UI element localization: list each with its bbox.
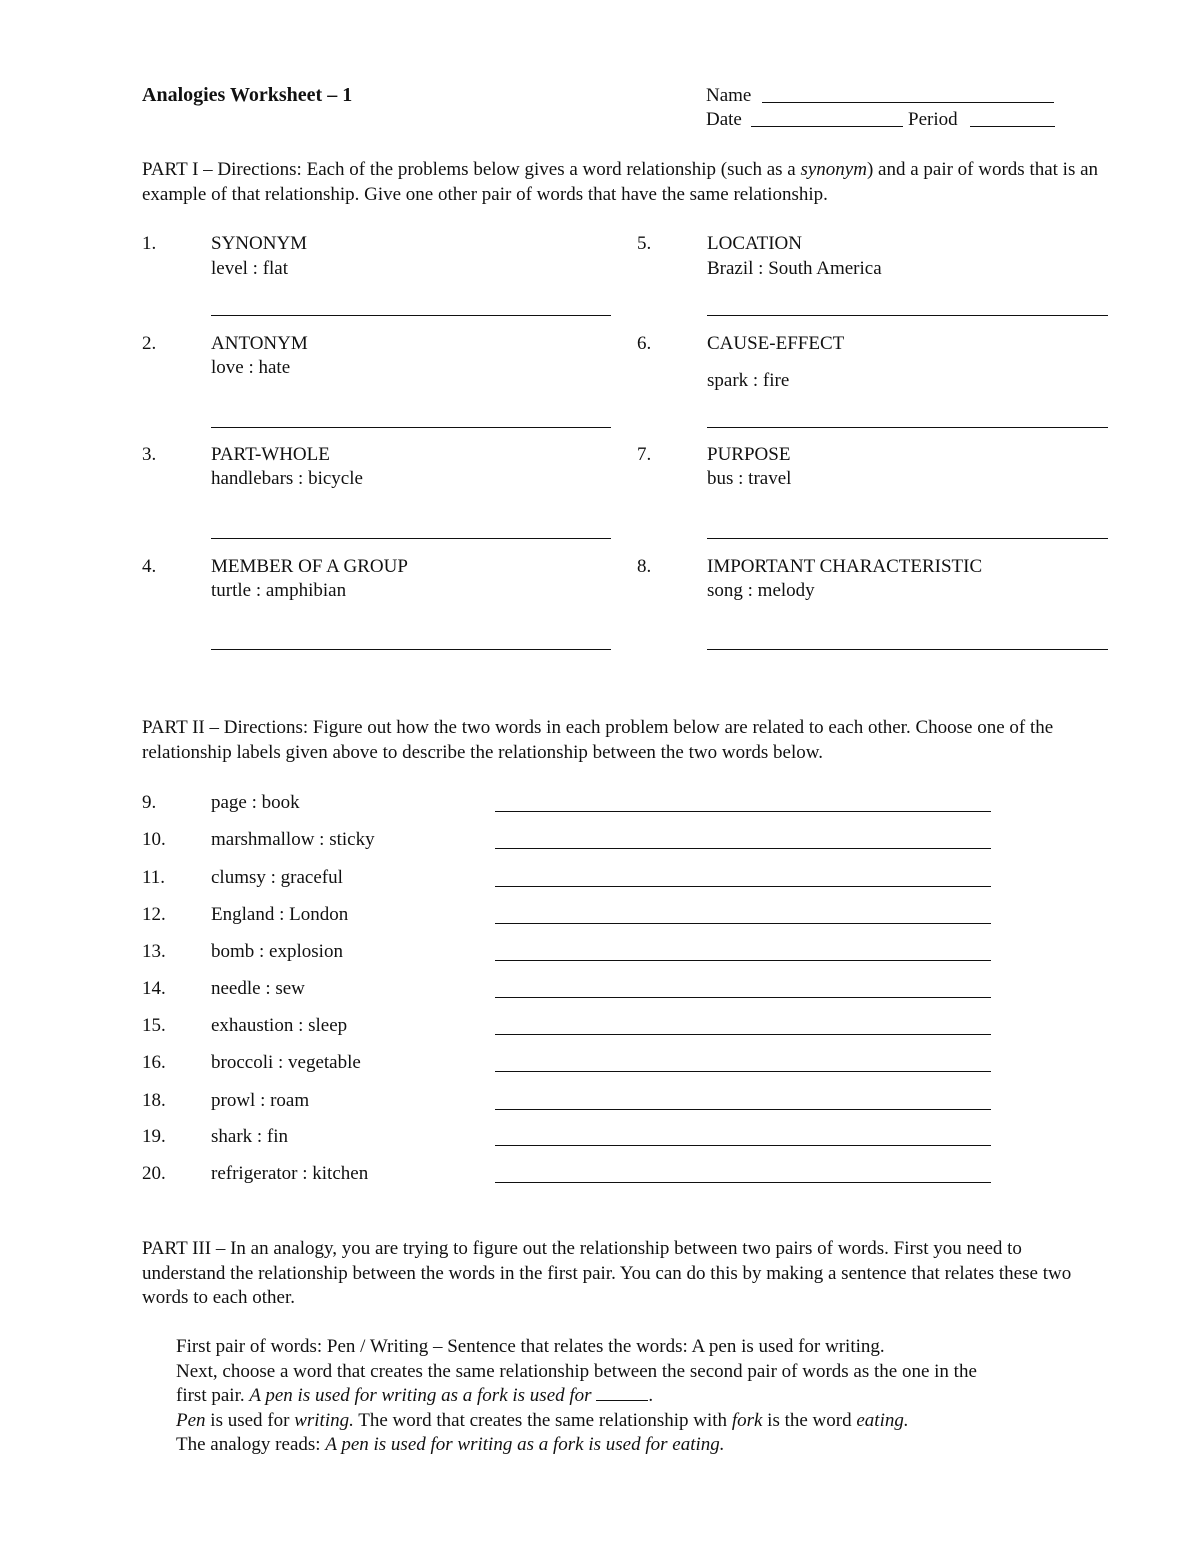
item-number: 12. bbox=[142, 904, 166, 925]
relationship-label: IMPORTANT CHARACTERISTIC bbox=[707, 556, 983, 577]
word-pair: broccoli : vegetable bbox=[211, 1052, 361, 1073]
relationship-label: CAUSE-EFFECT bbox=[707, 333, 845, 354]
page-title: Analogies Worksheet – 1 bbox=[142, 84, 353, 106]
date-field[interactable] bbox=[751, 126, 903, 127]
relationship-label: ANTONYM bbox=[211, 333, 308, 354]
answer-line[interactable] bbox=[211, 538, 611, 539]
item-number: 9. bbox=[142, 792, 157, 813]
answer-line[interactable] bbox=[707, 649, 1108, 650]
word-pair: refrigerator : kitchen bbox=[211, 1163, 369, 1184]
word-pair: clumsy : graceful bbox=[211, 867, 343, 888]
answer-line[interactable] bbox=[707, 538, 1108, 539]
relationship-label: LOCATION bbox=[707, 233, 802, 254]
answer-line[interactable] bbox=[495, 923, 991, 924]
item-number: 13. bbox=[142, 941, 166, 962]
part3-example bbox=[176, 1335, 1106, 1458]
word-pair: handlebars : bicycle bbox=[211, 468, 363, 489]
item-number: 7. bbox=[637, 444, 652, 465]
word-pair: bomb : explosion bbox=[211, 941, 343, 962]
answer-line[interactable] bbox=[495, 1145, 991, 1146]
answer-line[interactable] bbox=[707, 315, 1108, 316]
word-pair: marshmallow : sticky bbox=[211, 829, 375, 850]
example-blank bbox=[596, 1386, 648, 1401]
answer-line[interactable] bbox=[495, 848, 991, 849]
example-line-1: First pair of words: Pen / Writing – Sentence that relates the words: A pen is used for writing. bbox=[176, 1336, 885, 1357]
answer-line[interactable] bbox=[495, 1034, 991, 1035]
item-number: 11. bbox=[142, 867, 166, 888]
item-number: 4. bbox=[142, 556, 157, 577]
item-number: 15. bbox=[142, 1015, 166, 1036]
answer-line[interactable] bbox=[495, 960, 991, 961]
word-pair: needle : sew bbox=[211, 978, 305, 999]
part1-directions: PART I – Directions: Each of the problems below gives a word relationship (such as a synonym) and a pair of words that is an example of that relationship. Give one other pair of words that have the same relationship. bbox=[142, 159, 1099, 205]
answer-line[interactable] bbox=[211, 649, 611, 650]
word-pair: Brazil : South America bbox=[707, 258, 882, 279]
word-pair: turtle : amphibian bbox=[211, 580, 347, 601]
period-field[interactable] bbox=[970, 126, 1055, 127]
answer-line[interactable] bbox=[495, 1071, 991, 1072]
example-line-5: The analogy reads: A pen is used for writing as a fork is used for eating. bbox=[176, 1434, 725, 1455]
item-number: 10. bbox=[142, 829, 166, 850]
word-pair: level : flat bbox=[211, 258, 289, 279]
relationship-label: PURPOSE bbox=[707, 444, 791, 465]
word-pair: spark : fire bbox=[707, 370, 790, 391]
example-line-3: first pair. A pen is used for writing as a fork is used for . bbox=[176, 1385, 654, 1406]
part2-directions: PART II – Directions: Figure out how the two words in each problem below are related to each other. Choose one of the relationship labels given above to describe the relationship between the two words below. bbox=[142, 717, 1054, 763]
answer-line[interactable] bbox=[495, 1182, 991, 1183]
name-label: Name bbox=[706, 85, 752, 106]
item-number: 16. bbox=[142, 1052, 166, 1073]
period-label: Period bbox=[908, 109, 958, 130]
word-pair: love : hate bbox=[211, 357, 291, 378]
word-pair: bus : travel bbox=[707, 468, 792, 489]
relationship-label: SYNONYM bbox=[211, 233, 308, 254]
answer-line[interactable] bbox=[495, 997, 991, 998]
item-number: 18. bbox=[142, 1090, 166, 1111]
answer-line[interactable] bbox=[495, 886, 991, 887]
item-number: 20. bbox=[142, 1163, 166, 1184]
answer-line[interactable] bbox=[707, 427, 1108, 428]
item-number: 3. bbox=[142, 444, 157, 465]
item-number: 1. bbox=[142, 233, 157, 254]
item-number: 2. bbox=[142, 333, 157, 354]
word-pair: page : book bbox=[211, 792, 300, 813]
answer-line[interactable] bbox=[211, 315, 611, 316]
answer-line[interactable] bbox=[495, 811, 991, 812]
relationship-label: PART-WHOLE bbox=[211, 444, 330, 465]
name-field[interactable] bbox=[762, 102, 1054, 103]
date-label: Date bbox=[706, 109, 742, 130]
item-number: 5. bbox=[637, 233, 652, 254]
answer-line[interactable] bbox=[495, 1109, 991, 1110]
item-number: 8. bbox=[637, 556, 652, 577]
example-line-4: Pen is used for writing. The word that creates the same relationship with fork is the word eating. bbox=[176, 1409, 909, 1431]
word-pair: prowl : roam bbox=[211, 1090, 310, 1111]
item-number: 6. bbox=[637, 333, 652, 354]
word-pair: England : London bbox=[211, 904, 349, 925]
part3-intro: PART III – In an analogy, you are trying to figure out the relationship between two pairs of words. First you need to understand the relationship between the words in the first pair. You can do this by making a sentence that relates these two words to each other. bbox=[142, 1238, 1072, 1308]
word-pair: song : melody bbox=[707, 580, 815, 601]
item-number: 14. bbox=[142, 978, 166, 999]
word-pair: shark : fin bbox=[211, 1126, 289, 1147]
word-pair: exhaustion : sleep bbox=[211, 1015, 348, 1036]
item-number: 19. bbox=[142, 1126, 166, 1147]
answer-line[interactable] bbox=[211, 427, 611, 428]
relationship-label: MEMBER OF A GROUP bbox=[211, 556, 408, 577]
example-line-2: Next, choose a word that creates the same relationship between the second pair of words as the one in the bbox=[176, 1360, 977, 1382]
